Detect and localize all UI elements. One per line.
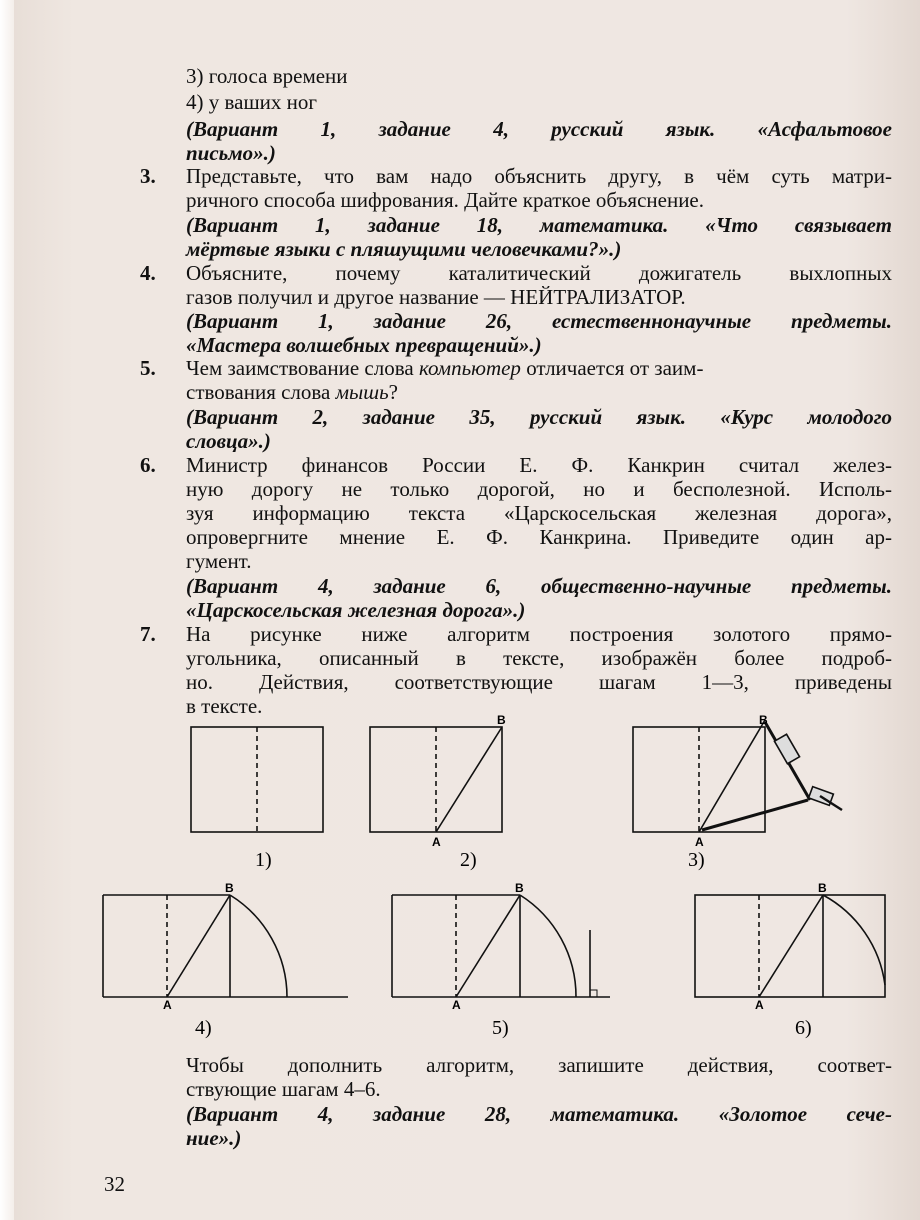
citation-line: письмо».) [186, 141, 276, 165]
text-line: ную дорогу не только дорогой, но и бесполезной. Исполь- [186, 477, 892, 501]
question-number: 4. [140, 261, 156, 285]
step-5-diagram [392, 895, 610, 997]
citation-line: (Вариант 4, задание 28, математика. «Золотое сече- [186, 1102, 892, 1126]
point-a-label: A [755, 998, 764, 1012]
text-line: зуя информацию текста «Царскосельская железная дорога», [186, 501, 892, 525]
citation-line: мёртвые языки с пляшущими человечками?».) [186, 237, 622, 261]
point-a-label: A [163, 998, 172, 1012]
citation-line: (Вариант 1, задание 18, математика. «Что связывает [186, 213, 892, 237]
step-3-diagram [633, 720, 842, 832]
word-mouse: мышь [335, 380, 389, 404]
text-line: Чтобы дополнить алгоритм, запишите действия, соответ- [186, 1053, 892, 1077]
citation-line: ние».) [186, 1126, 242, 1150]
point-b-label: B [818, 881, 827, 895]
caption-1: 1) [255, 849, 272, 871]
page-number: 32 [104, 1172, 125, 1196]
caption-3: 3) [688, 849, 705, 871]
text-line: 4) у ваших ног [186, 90, 317, 114]
text-line: газов получил и другое название — НЕЙТРАЛИЗАТОР. [186, 285, 686, 309]
point-a-label: A [452, 998, 461, 1012]
text-line: Представьте, что вам надо объяснить другу, в чём суть матри- [186, 164, 892, 188]
point-b-label: B [759, 713, 768, 727]
step-2-diagram [370, 727, 502, 832]
step-1-diagram [191, 727, 323, 832]
citation-line: (Вариант 4, задание 6, общественно-научные предметы. [186, 574, 892, 598]
text-line: угольника, описанный в тексте, изображён более подроб- [186, 646, 892, 670]
text-part: ? [388, 380, 398, 404]
step-6-diagram [695, 895, 885, 997]
text-line: опровергните мнение Е. Ф. Канкрина. Приведите один ар- [186, 525, 892, 549]
text-part: отличается от заим- [520, 356, 704, 380]
point-b-label: B [515, 881, 524, 895]
point-b-label: B [225, 881, 234, 895]
text-line: ствующие шагам 4–6. [186, 1077, 381, 1101]
caption-2: 2) [460, 849, 477, 871]
text-line: Министр финансов России Е. Ф. Канкрин считал желез- [186, 453, 892, 477]
word-computer: компьютер [418, 356, 521, 380]
caption-5: 5) [492, 1017, 509, 1039]
citation-line: словца».) [186, 429, 271, 453]
text-line: Объясните, почему каталитический дожигатель выхлопных [186, 261, 892, 285]
point-a-label: A [695, 835, 704, 849]
text-line: На рисунке ниже алгоритм построения золотого прямо- [186, 622, 892, 646]
question-number: 7. [140, 622, 156, 646]
point-b-label: B [497, 713, 506, 727]
question-number: 3. [140, 164, 156, 188]
text-line: гумент. [186, 549, 252, 573]
text-line: в тексте. [186, 694, 263, 718]
text-part: ствования слова [186, 380, 336, 404]
question-number: 5. [140, 356, 156, 380]
citation-line: (Вариант 2, задание 35, русский язык. «Курс молодого [186, 405, 892, 429]
text-line: ричного способа шифрования. Дайте краткое объяснение. [186, 188, 705, 212]
citation-line: «Царскосельская железная дорога».) [186, 598, 526, 622]
citation-line: «Мастера волшебных превращений».) [186, 333, 542, 357]
citation-line: (Вариант 1, задание 4, русский язык. «Асфальтовое [186, 117, 892, 141]
citation-line: (Вариант 1, задание 26, естественнонаучные предметы. [186, 309, 892, 333]
caption-6: 6) [795, 1017, 812, 1039]
text-line: 3) голоса времени [186, 64, 348, 88]
caption-4: 4) [195, 1017, 212, 1039]
text-line: но. Действия, соответствующие шагам 1—3, приведены [186, 670, 892, 694]
step-4-diagram [103, 895, 348, 997]
question-number: 6. [140, 453, 156, 477]
text-part: Чем заимствование слова [186, 356, 419, 380]
point-a-label: A [432, 835, 441, 849]
